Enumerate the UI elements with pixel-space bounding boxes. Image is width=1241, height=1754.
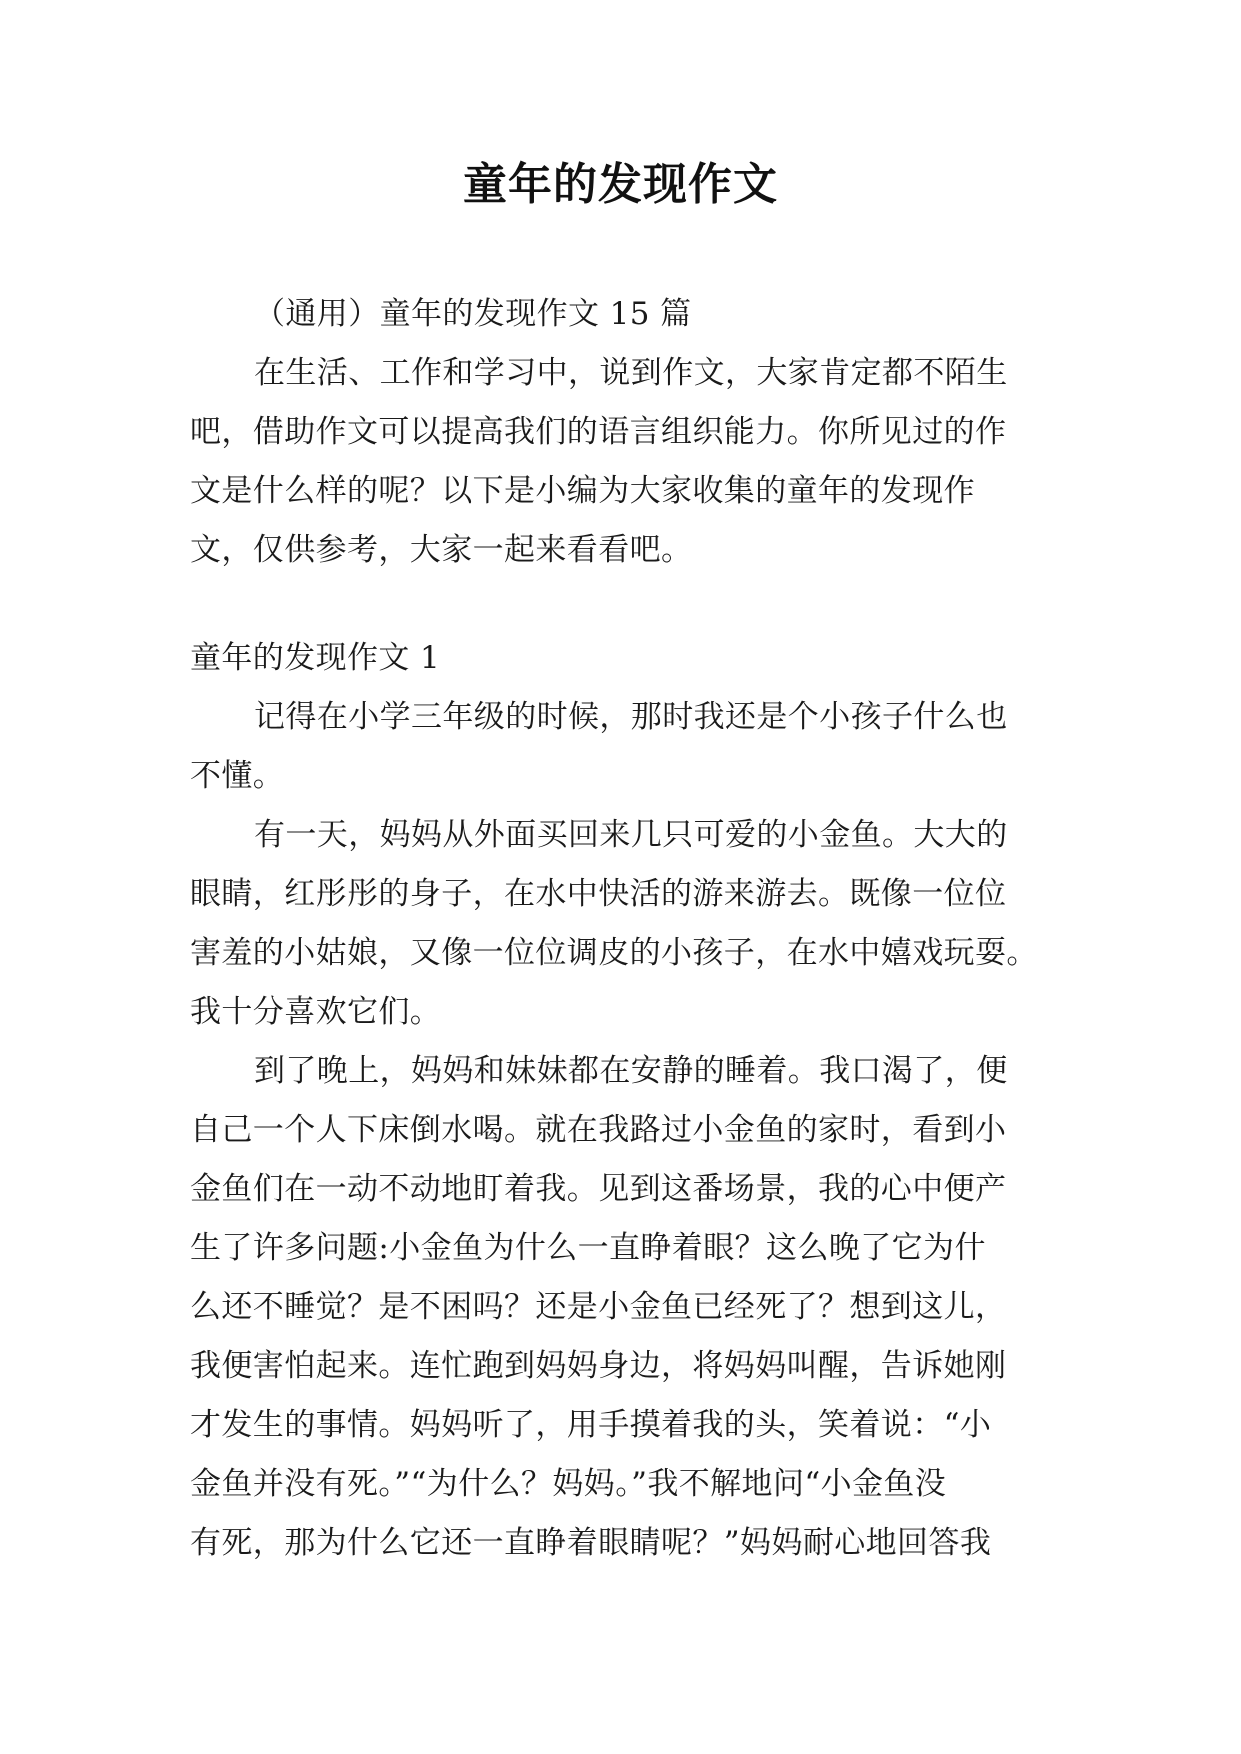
intro-line: 在生活、工作和学习中，说到作文，大家肯定都不陌生 <box>254 355 1008 391</box>
paragraph-line: 金鱼们在一动不动地盯着我。见到这番场景，我的心中便产 <box>190 1171 1007 1207</box>
paragraph-line: 害羞的小姑娘，又像一位位调皮的小孩子，在水中嬉戏玩耍。 <box>190 935 1038 971</box>
intro-line: 文，仅供参考，大家一起来看看吧。 <box>190 532 693 568</box>
paragraph-line: 我十分喜欢它们。 <box>190 994 442 1030</box>
paragraph-line: 到了晚上，妈妈和妹妹都在安静的睡着。我口渴了，便 <box>254 1053 1008 1089</box>
paragraph-line: 不懂。 <box>190 758 285 794</box>
paragraph-line: 么还不睡觉？是不困吗？还是小金鱼已经死了？想到这儿， <box>190 1289 1007 1325</box>
paragraph-line: 有死，那为什么它还一直睁着眼睛呢？”妈妈耐心地回答我 <box>190 1525 992 1561</box>
subtitle: （通用）童年的发现作文 15 篇 <box>254 296 692 332</box>
intro-line: 吧，借助作文可以提高我们的语言组织能力。你所见过的作 <box>190 414 1007 450</box>
document-body <box>190 285 1065 1573</box>
section-heading: 童年的发现作文 1 <box>190 640 441 676</box>
section-gap <box>190 580 1065 629</box>
intro-line: 文是什么样的呢？以下是小编为大家收集的童年的发现作 <box>190 473 975 509</box>
paragraph-line: 有一天，妈妈从外面买回来几只可爱的小金鱼。大大的 <box>254 817 1008 853</box>
paragraph-line: 自己一个人下床倒水喝。就在我路过小金鱼的家时，看到小 <box>190 1112 1007 1148</box>
paragraph-line: 眼睛，红彤彤的身子，在水中快活的游来游去。既像一位位 <box>190 876 1007 912</box>
page-title: 童年的发现作文 <box>463 159 778 210</box>
paragraph-line: 金鱼并没有死。”“为什么？妈妈。”我不解地问“小金鱼没 <box>190 1466 947 1502</box>
paragraph-line: 才发生的事情。妈妈听了，用手摸着我的头，笑着说：“小 <box>190 1407 992 1443</box>
paragraph-line: 我便害怕起来。连忙跑到妈妈身边，将妈妈叫醒，告诉她刚 <box>190 1348 1007 1384</box>
paragraph-line: 生了许多问题:小金鱼为什么一直睁着眼？这么晚了它为什 <box>190 1230 986 1266</box>
paragraph-line: 记得在小学三年级的时候，那时我还是个小孩子什么也 <box>254 699 1008 735</box>
